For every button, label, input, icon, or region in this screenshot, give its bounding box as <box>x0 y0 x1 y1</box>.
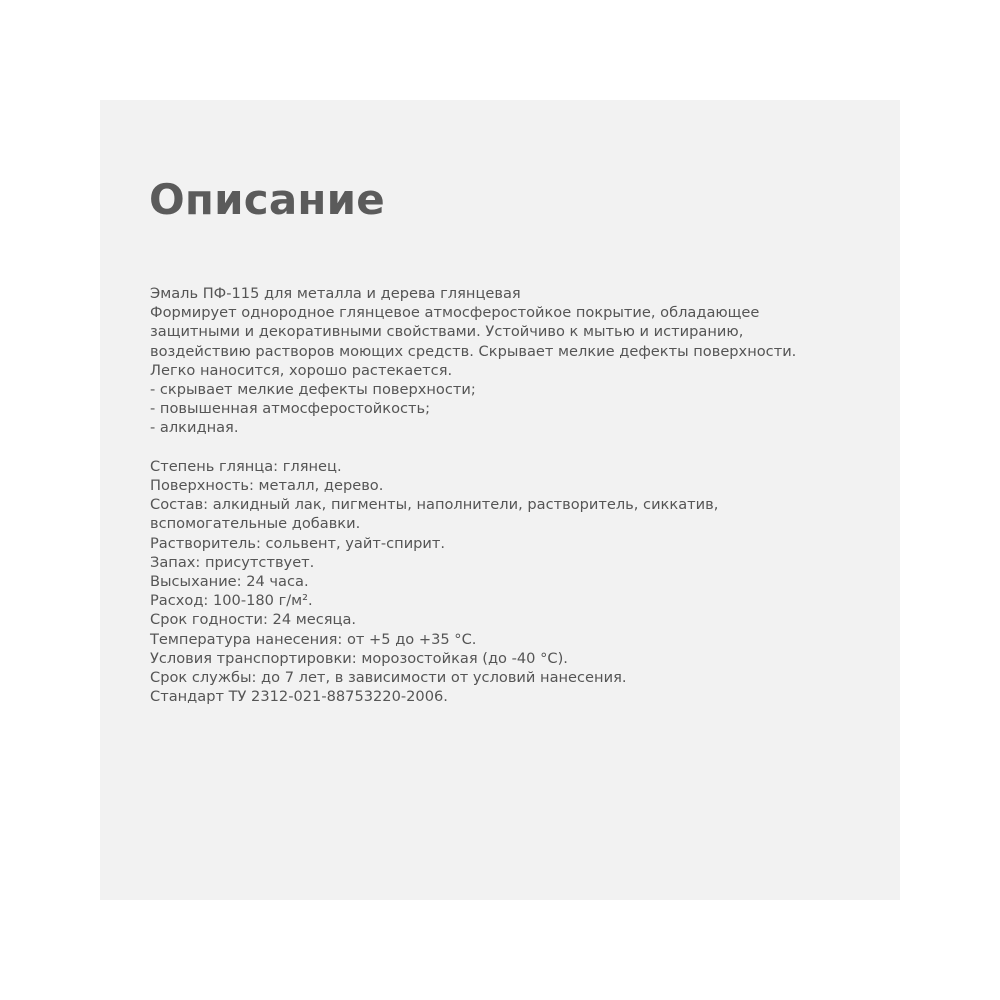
intro-line: - алкидная. <box>150 419 239 437</box>
spec-line: Высыхание: 24 часа. <box>150 573 309 591</box>
spec-line: Запах: присутствует. <box>150 553 315 571</box>
page-title: Описание <box>149 175 385 224</box>
intro-line: воздействию растворов моющих средств. Скрывает мелкие дефекты поверхности. <box>150 342 797 360</box>
spec-line: вспомогательные добавки. <box>150 515 361 533</box>
spec-line: Состав: алкидный лак, пигменты, наполнители, растворитель, сиккатив, <box>150 496 719 514</box>
spec-line: Степень глянца: глянец. <box>150 457 342 475</box>
intro-line: Эмаль ПФ-115 для металла и дерева глянцевая <box>150 285 521 302</box>
intro-line: Формирует однородное глянцевое атмосферостойкое покрытие, обладающее <box>150 304 760 322</box>
spec-line: Поверхность: металл, дерево. <box>150 477 384 495</box>
paragraph-gap <box>150 438 890 457</box>
spec-line: Стандарт ТУ 2312-021-88753220-2006. <box>150 688 448 706</box>
spec-line: Срок годности: 24 месяца. <box>150 611 357 629</box>
spec-line: Температура нанесения: от +5 до +35 °С. <box>150 630 477 648</box>
spec-line: Растворитель: сольвент, уайт-спирит. <box>150 534 446 552</box>
spec-line: Срок службы: до 7 лет, в зависимости от условий нанесения. <box>150 669 627 687</box>
intro-line: защитными и декоративными свойствами. Устойчиво к мытью и истиранию, <box>150 323 744 341</box>
description-card <box>100 100 900 900</box>
spec-line: Расход: 100-180 г/м². <box>150 592 313 610</box>
intro-line: - повышенная атмосферостойкость; <box>150 400 431 418</box>
intro-line: - скрывает мелкие дефекты поверхности; <box>150 381 476 399</box>
description-body <box>150 284 890 706</box>
intro-line: Легко наносится, хорошо растекается. <box>150 361 453 379</box>
spec-line: Условия транспортировки: морозостойкая (до -40 °С). <box>150 649 568 667</box>
